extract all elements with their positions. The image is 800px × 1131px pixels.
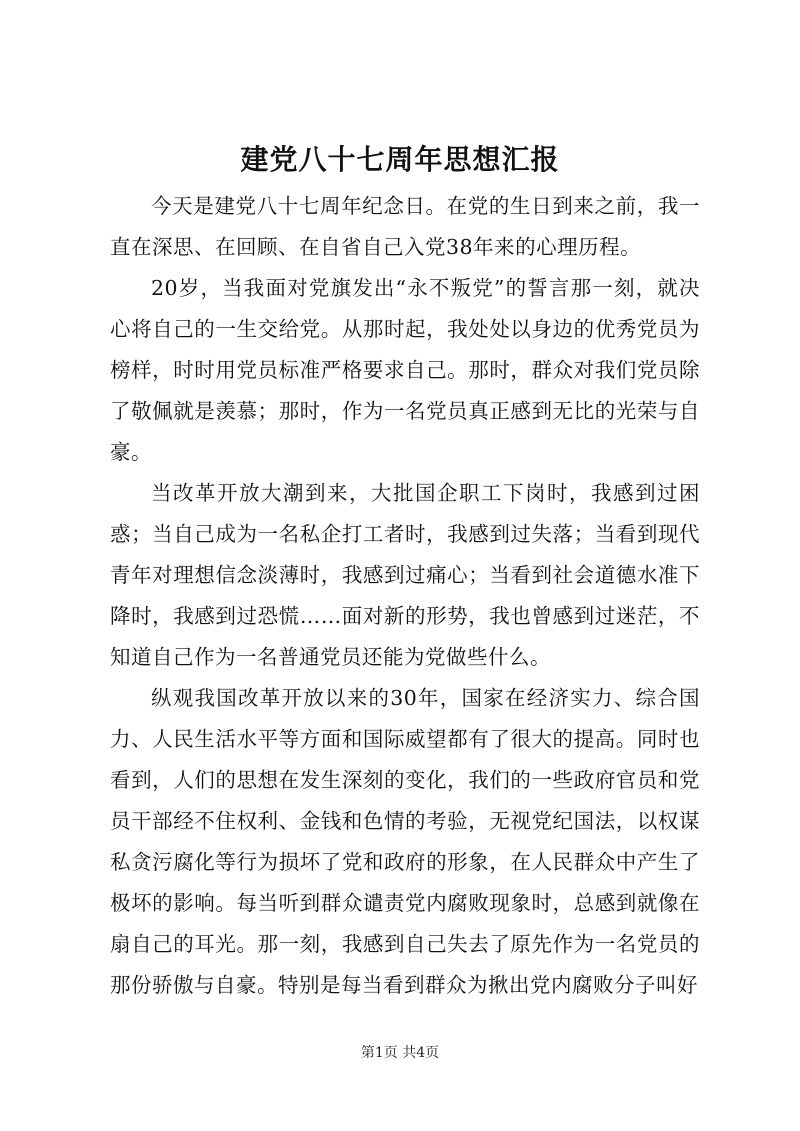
- paragraph-2: 20岁，当我面对党旗发出“永不叛党”的誓言那一刻，就决心将自己的一生交给党。从那时起，我处处以身边的优秀党员为榜样，时时用党员标准严格要求自己。那时，群众对我们党员除了敬佩就是羡慕；那时，作为一名党员真正感到无比的光荣与自豪。: [110, 276, 700, 464]
- paragraph-4: 纵观我国改革开放以来的30年，国家在经济实力、综合国力、人民生活水平等方面和国际威望都有了很大的提高。同时也看到，人们的思想在发生深刻的变化，我们的一些政府官员和党员干部经不住权利、金钱和色情的考验，无视党纪国法，以权谋私贪污腐化等行为损坏了党和政府的形象，在人民群众中产生了极坏的影响。每当听到群众谴责党内腐败现象时，总感到就像在扇自己的耳光。那一刻，我感到自己失去了原先作为一名党员的那份骄傲与自豪。特别是每当看到群众为揪出党内腐败分子叫好: [110, 686, 700, 997]
- page-number: 第1页 共4页: [360, 1045, 440, 1061]
- paragraph-1: 今天是建党八十七周年纪念日。在党的生日到来之前，我一直在深思、在回顾、在自省自己入党38年来的心理历程。: [110, 194, 700, 259]
- paragraph-3: 当改革开放大潮到来，大批国企职工下岗时，我感到过困惑；当自己成为一名私企打工者时，我感到过失落；当看到现代青年对理想信念淡薄时，我感到过痛心；当看到社会道德水准下降时，我感到过恐慌……面对新的形势，我也曾感到过迷茫，不知道自己作为一名普通党员还能为党做些什么。: [110, 481, 700, 669]
- page-title: 建党八十七周年思想汇报: [240, 143, 560, 176]
- page-footer: [0, 1043, 800, 1063]
- document-body: [110, 186, 700, 1006]
